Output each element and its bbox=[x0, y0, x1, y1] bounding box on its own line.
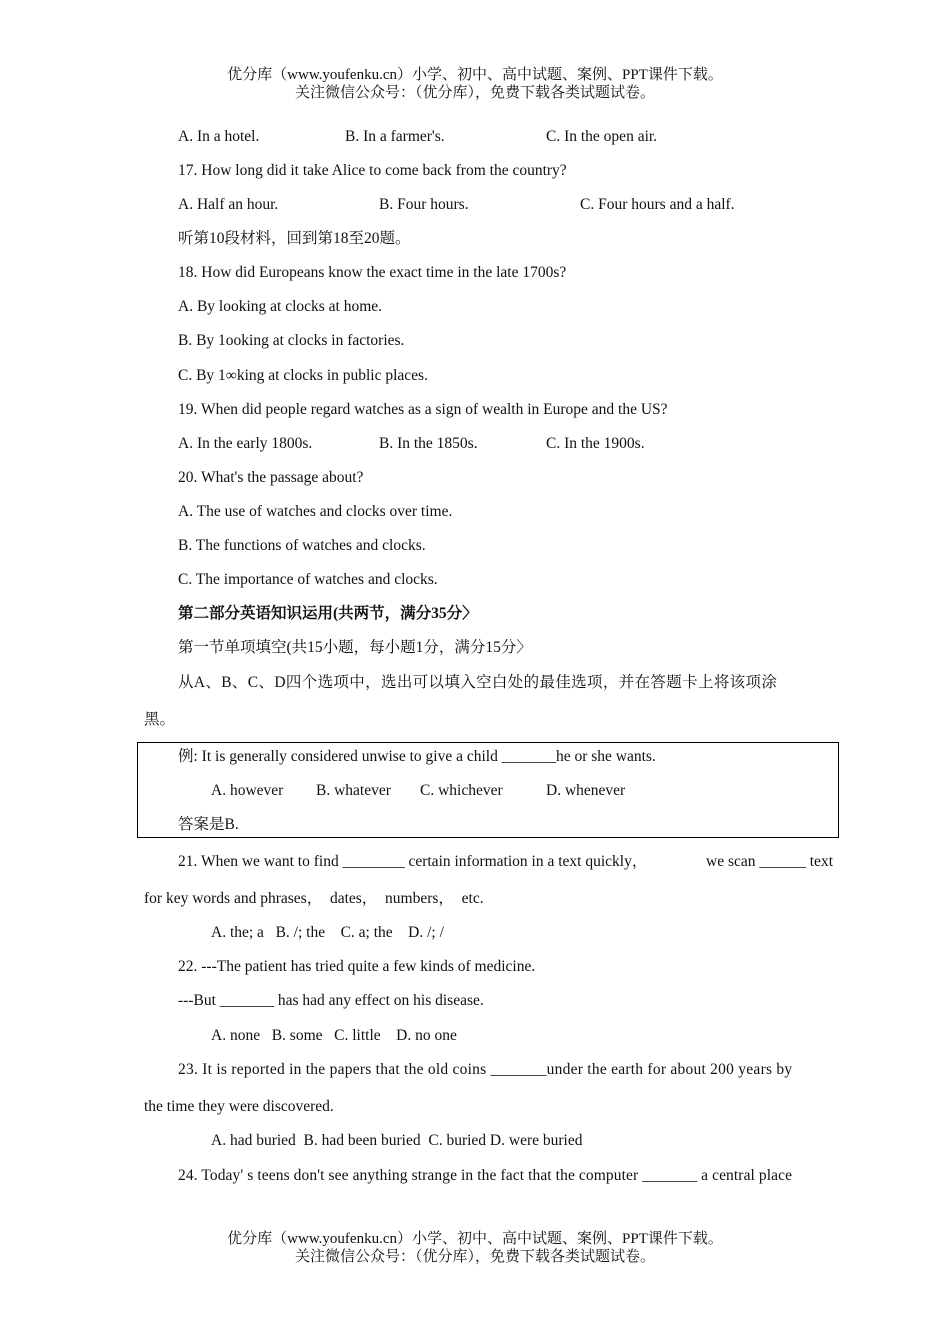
q22-line-1: 22. ---The patient has tried quite a few kinds of medicine. bbox=[178, 958, 536, 975]
example-stem: 例: It is generally considered unwise to give a child _______he or she wants. bbox=[178, 748, 656, 765]
footer-line-1: 优分库（www.youfenku.cn）小学、初中、高中试题、案例、PPT课件下载。 bbox=[227, 1231, 723, 1247]
q16-option-a: A. In a hotel. bbox=[178, 128, 260, 145]
q17-option-a: A. Half an hour. bbox=[178, 196, 279, 213]
header-line-1: 优分库（www.youfenku.cn）小学、初中、高中试题、案例、PPT课件下载。 bbox=[227, 67, 723, 83]
q18-option-c: C. By 1∞king at clocks in public places. bbox=[178, 367, 428, 384]
q23-line-1: 23. It is reported in the papers that the old coins _______under the earth for about 200 years by bbox=[178, 1061, 793, 1078]
page-header bbox=[0, 66, 950, 102]
q20-stem: 20. What's the passage about? bbox=[178, 469, 364, 486]
q21-line-1-part-2: we scan ______ text bbox=[706, 853, 833, 870]
section-10-instruction: 听第10段材料，回到第18至20题。 bbox=[178, 230, 411, 247]
q16-option-b: B. In a farmer's. bbox=[345, 128, 445, 145]
example-option-d: D. whenever bbox=[546, 782, 626, 799]
q18-option-a: A. By looking at clocks at home. bbox=[178, 298, 383, 315]
part2-title: 第二部分英语知识运用(共两节，满分35分〉 bbox=[178, 605, 478, 622]
q18-option-b: B. By 1ooking at clocks in factories. bbox=[178, 332, 405, 349]
q17-option-b: B. Four hours. bbox=[379, 196, 469, 213]
q22-line-2: ---But _______ has had any effect on his disease. bbox=[178, 992, 484, 1009]
q23-line-2: the time they were discovered. bbox=[144, 1098, 334, 1115]
example-option-c: C. whichever bbox=[420, 782, 503, 799]
q19-option-b: B. In the 1850s. bbox=[379, 435, 478, 452]
example-answer: 答案是B. bbox=[178, 816, 239, 833]
q23-options: A. had buried B. had been buried C. buried D. were buried bbox=[211, 1132, 583, 1149]
q19-stem: 19. When did people regard watches as a sign of wealth in Europe and the US? bbox=[178, 401, 668, 418]
q21-line-1-part-1: 21. When we want to find ________ certain information in a text quickly， bbox=[178, 853, 648, 870]
q18-stem: 18. How did Europeans know the exact time in the late 1700s? bbox=[178, 264, 567, 281]
q20-option-a: A. The use of watches and clocks over time. bbox=[178, 503, 453, 520]
q21-line-2: for key words and phrases， dates， numbers， etc. bbox=[144, 890, 484, 907]
example-option-b: B. whatever bbox=[316, 782, 391, 799]
q17-option-c: C. Four hours and a half. bbox=[580, 196, 735, 213]
q19-option-a: A. In the early 1800s. bbox=[178, 435, 313, 452]
example-option-a: A. however bbox=[211, 782, 284, 799]
header-line-2: 关注微信公众号：（优分库），免费下载各类试题试卷。 bbox=[294, 85, 655, 101]
q19-option-c: C. In the 1900s. bbox=[546, 435, 645, 452]
q20-option-b: B. The functions of watches and clocks. bbox=[178, 537, 426, 554]
instructions-line-1: 从A、B、C、D四个选项中，选出可以填入空白处的最佳选项，并在答题卡上将该项涂 bbox=[178, 674, 778, 691]
instructions-line-2: 黑。 bbox=[144, 711, 176, 728]
footer-line-2: 关注微信公众号：（优分库），免费下载各类试题试卷。 bbox=[294, 1249, 655, 1265]
q22-options: A. none B. some C. little D. no one bbox=[211, 1027, 457, 1044]
q24-line-1: 24. Today' s teens don't see anything strange in the fact that the computer _______ a central place bbox=[178, 1167, 793, 1184]
q16-option-c: C. In the open air. bbox=[546, 128, 658, 145]
section1-title: 第一节单项填空(共15小题，每小题1分，满分15分〉 bbox=[178, 639, 532, 656]
page-footer bbox=[0, 1230, 950, 1266]
q21-options: A. the; a B. /; the C. a; the D. /; / bbox=[211, 924, 444, 941]
q17-stem: 17. How long did it take Alice to come back from the country? bbox=[178, 162, 567, 179]
q21-line-1 bbox=[178, 852, 833, 872]
q20-option-c: C. The importance of watches and clocks. bbox=[178, 571, 438, 588]
